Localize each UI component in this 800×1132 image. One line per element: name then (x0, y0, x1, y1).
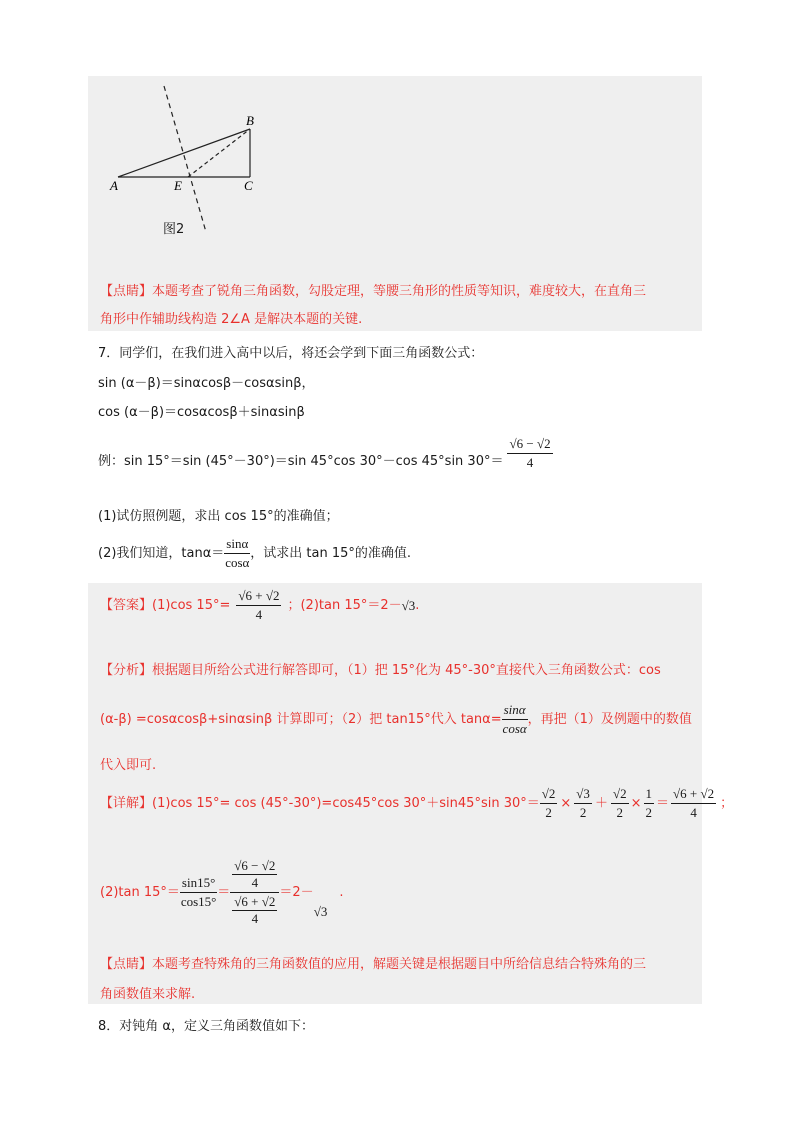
detail-complex-bot-num: √6 + √2 (234, 894, 276, 909)
q7-example-num: √6 − √2 (507, 436, 552, 454)
detail-line1 (100, 786, 733, 821)
analysis-text1: 根据题目所给公式进行解答即可，（1）把 15°化为 45°-30°直接代入三角函数公式：cos (152, 663, 661, 678)
detail-complex-top-num: √6 − √2 (234, 858, 276, 873)
q7-part2-num: sinα (224, 536, 250, 554)
detail-text2: (2)tan 15°＝ (100, 884, 180, 900)
detail-eq2: ＝ (217, 884, 231, 900)
detail-frac1-num: √2 (540, 786, 558, 804)
q7-part1: (1)试仿照例题，求出 cos 15°的准确值； (98, 509, 339, 524)
comment2-tag: 【点睛】 (100, 957, 153, 972)
q7-part2 (98, 536, 411, 571)
detail-frac4-num: 1 (644, 786, 655, 804)
answer-line (100, 588, 419, 623)
detail-complex-num (230, 858, 279, 893)
answer-fraction (236, 588, 281, 623)
detail-result1-num: √6 + √2 (671, 786, 716, 804)
analysis-line3: 代入即可. (100, 758, 157, 773)
q7-example-fraction (507, 436, 552, 471)
label-b: B (246, 113, 254, 128)
analysis-tag: 【分析】 (100, 663, 153, 678)
analysis-num: sinα (502, 702, 528, 720)
detail-text1: (1)cos 15°= cos (45°-30°)=cos45°cos 30°＋sin45°sin 30°＝ (152, 795, 540, 811)
geometry-figure (100, 80, 300, 240)
comment2-line1 (100, 956, 646, 974)
detail-result2-sqrt: √3 (313, 903, 328, 919)
q7-example-text: 例：sin 15°＝sin (45°－30°)＝sin 45°cos 30°－cos 45°sin 30°＝ (98, 454, 504, 469)
segment-eb (188, 129, 250, 177)
detail-frac1 (540, 786, 558, 821)
detail-frac2 (574, 786, 592, 821)
comment1-text1: 本题考查了锐角三角函数，勾股定理，等腰三角形的性质等知识，难度较大，在直角三 (152, 284, 647, 299)
label-a: A (110, 178, 118, 193)
detail-end: . (339, 884, 344, 900)
analysis-text2-suffix: ，再把（1）及例题中的数值 (527, 711, 692, 727)
figure-caption: 图2 (163, 222, 185, 237)
answer-num: √6 + √2 (236, 588, 281, 606)
q7-example-den: 4 (526, 454, 534, 470)
q7-formula-cos: cos (α－β)＝cosαcosβ＋sinαsinβ (98, 405, 305, 420)
detail-sincos (180, 875, 217, 910)
label-e: E (174, 178, 182, 193)
q7-example (98, 435, 553, 471)
comment2-text1: 本题考查特殊角的三角函数值的应用，解题关键是根据题目中所给信息结合特殊角的三 (152, 957, 647, 972)
q7-stem: 7．同学们，在我们进入高中以后，将还会学到下面三角函数公式： (98, 346, 484, 361)
q7-part2-den: cosα (225, 555, 250, 570)
detail-result1-den: 4 (690, 805, 697, 820)
analysis-text2: (α-β) =cosαcosβ+sinαsinβ 计算即可；（2）把 tan15°代入 tanα= (100, 711, 502, 727)
detail-times1: × (560, 795, 572, 811)
detail-frac3 (611, 786, 629, 821)
detail-semicolon: ； (720, 795, 734, 811)
detail-complex-den (232, 893, 277, 927)
detail-frac2-num: √3 (574, 786, 592, 804)
comment1-line1 (100, 283, 646, 301)
detail-sincos-num: sin15° (180, 875, 217, 893)
analysis-fraction (502, 702, 528, 737)
detail-frac2-den: 2 (579, 805, 587, 820)
answer-sqrt3: √3 (401, 597, 416, 613)
detail-result2: ＝2－ (279, 884, 314, 900)
detail-plus: ＋ (594, 795, 608, 811)
perpendicular-bisector-line (164, 86, 206, 232)
answer-part1: (1)cos 15°= (152, 597, 231, 613)
detail-frac3-num: √2 (611, 786, 629, 804)
detail-sincos-den: cos15° (180, 894, 217, 909)
answer-part2: ；(2)tan 15°＝2－ (287, 597, 402, 613)
q8-stem: 8．对钝角 α，定义三角函数值如下： (98, 1019, 314, 1034)
comment1-tag: 【点睛】 (100, 284, 153, 299)
detail-frac4 (644, 786, 655, 821)
detail-tag: 【详解】 (100, 795, 153, 811)
analysis-line1 (100, 662, 661, 680)
answer-end: . (415, 597, 420, 613)
segment-ab (118, 129, 250, 177)
label-c: C (244, 178, 253, 193)
q7-part2-suffix: ，试求出 tan 15°的准确值. (250, 545, 412, 561)
detail-complex-top-den: 4 (251, 875, 259, 890)
detail-complex-bot-den: 4 (251, 911, 259, 926)
analysis-den: cosα (502, 721, 527, 736)
detail-eq: ＝ (656, 795, 670, 811)
answer-tag: 【答案】 (100, 597, 153, 613)
detail-frac4-den: 2 (645, 805, 652, 820)
detail-frac1-den: 2 (545, 805, 552, 820)
detail-frac3-den: 2 (616, 805, 624, 820)
q7-part2-prefix: (2)我们知道，tanα＝ (98, 545, 225, 561)
detail-complex-fraction (230, 858, 279, 927)
q7-formula-sin: sin (α－β)＝sinαcosβ－cosαsinβ， (98, 376, 315, 391)
q7-part2-fraction (224, 536, 250, 571)
detail-times2: × (630, 795, 642, 811)
comment1-line2: 角形中作辅助线构造 2∠A 是解决本题的关键. (100, 312, 363, 327)
detail-line2 (100, 858, 343, 927)
comment2-line2: 角函数值来求解. (100, 987, 196, 1002)
detail-result1 (671, 786, 716, 821)
answer-den: 4 (255, 607, 263, 622)
analysis-line2 (100, 702, 692, 737)
